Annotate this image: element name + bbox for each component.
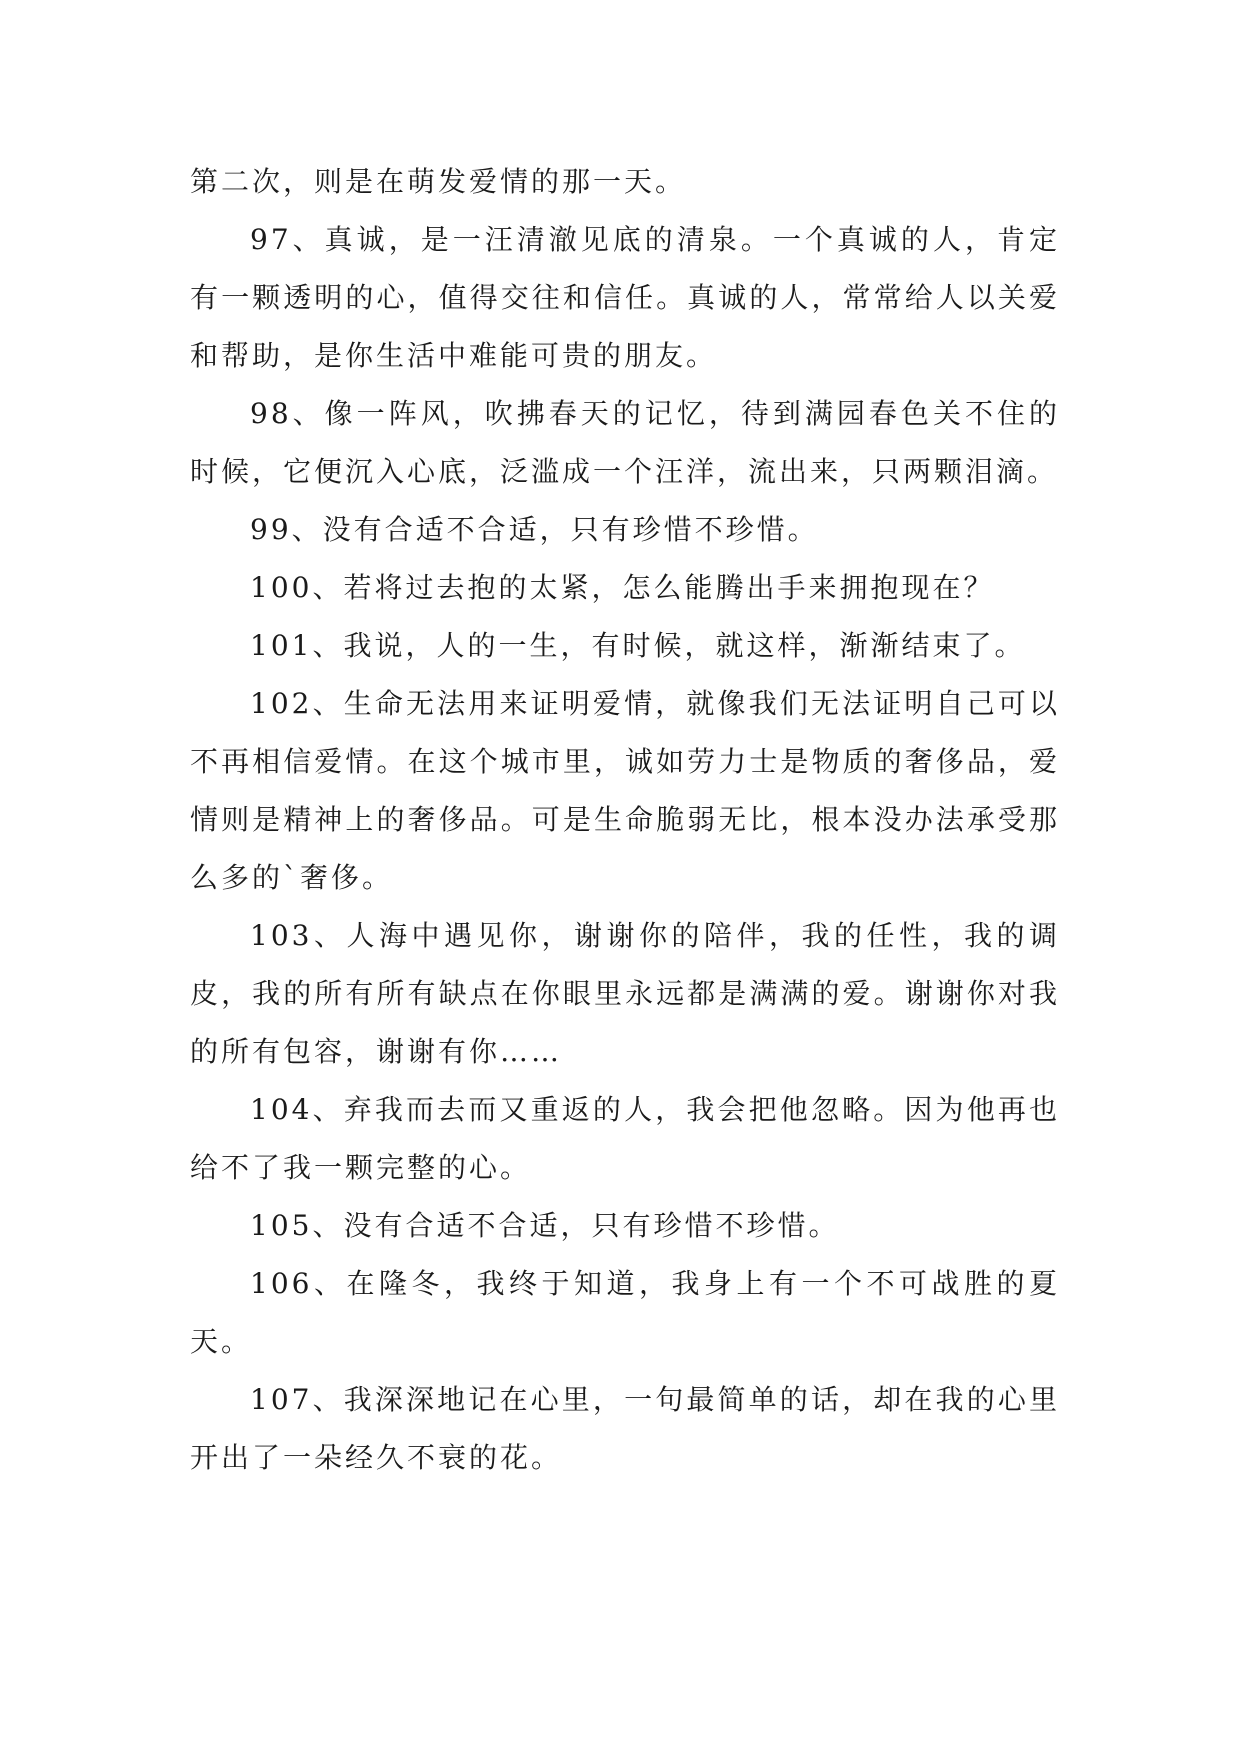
paragraph-99: 99、没有合适不合适，只有珍惜不珍惜。 xyxy=(250,513,819,546)
paragraph-101: 101、我说，人的一生，有时候，就这样，渐渐结束了。 xyxy=(250,629,1026,662)
paragraph-105: 105、没有合适不合适，只有珍惜不珍惜。 xyxy=(250,1209,840,1242)
paragraph-107: 107、我深深地记在心里，一句最简单的话，却在我的心里开出了一朵经久不衰的花。 xyxy=(190,1383,1060,1474)
paragraph-100: 100、若将过去抱的太紧，怎么能腾出手来拥抱现在？ xyxy=(250,571,995,604)
document-body xyxy=(190,153,1060,1487)
paragraph-continuation: 第二次，则是在萌发爱情的那一天。 xyxy=(190,165,687,198)
paragraph-98: 98、像一阵风，吹拂春天的记忆，待到满园春色关不住的时候，它便沉入心底，泛滥成一个汪洋，流出来，只两颗泪滴。 xyxy=(190,397,1060,488)
paragraph-103: 103、人海中遇见你，谢谢你的陪伴，我的任性，我的调皮，我的所有所有缺点在你眼里永远都是满满的爱。谢谢你对我的所有包容，谢谢有你…… xyxy=(190,919,1060,1068)
paragraph-97: 97、真诚，是一汪清澈见底的清泉。一个真诚的人，肯定有一颗透明的心，值得交往和信任。真诚的人，常常给人以关爱和帮助，是你生活中难能可贵的朋友。 xyxy=(190,223,1060,372)
paragraph-106: 106、在隆冬，我终于知道，我身上有一个不可战胜的夏天。 xyxy=(190,1267,1060,1358)
paragraph-104: 104、弃我而去而又重返的人，我会把他忽略。因为他再也给不了我一颗完整的心。 xyxy=(190,1093,1060,1184)
paragraph-102: 102、生命无法用来证明爱情，就像我们无法证明自己可以不再相信爱情。在这个城市里，诚如劳力士是物质的奢侈品，爱情则是精神上的奢侈品。可是生命脆弱无比，根本没办法承受那么多的`奢侈。 xyxy=(190,687,1060,894)
